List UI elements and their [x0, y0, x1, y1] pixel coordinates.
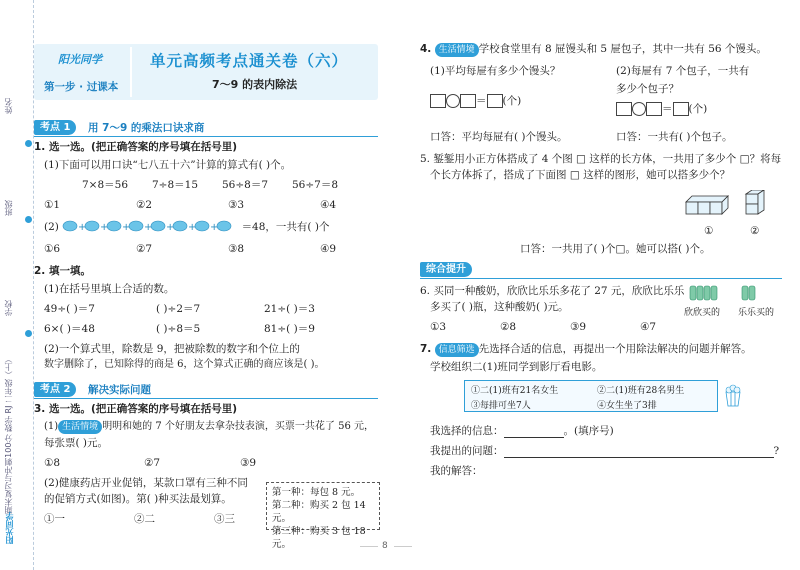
- q2-sub2: (2)一个算式里，除数是 9，把被除数的数字和个位上的: [44, 343, 300, 355]
- info-filter-tag: 信息筛选: [435, 343, 479, 357]
- page-title: 单元高频考点通关卷（六）: [150, 52, 349, 70]
- q2-blank[interactable]: ( )÷2＝7: [156, 303, 201, 315]
- operator-circle[interactable]: [632, 102, 646, 116]
- class-label: 班级: [4, 200, 13, 216]
- q2-head: 2. 填一填。: [34, 265, 91, 277]
- svg-text:+: +: [188, 222, 197, 233]
- ask-blank[interactable]: [504, 446, 774, 458]
- q1-expr: 56÷7＝8: [292, 179, 339, 191]
- q7-intro: 学校组织二(1)班同学到影厅看电影。: [430, 361, 603, 373]
- footer-rule: [360, 546, 378, 547]
- q1-expr: 7×8＝56: [82, 179, 129, 191]
- q3-sub2-cont[interactable]: 的促销方式(如图)。第( )种买法最划算。: [44, 493, 232, 505]
- q4-right-question-cont: 多少个包子？: [616, 83, 679, 95]
- q1-opt[interactable]: ④4: [320, 199, 337, 211]
- kp2-rule: [34, 398, 378, 399]
- q3-opt[interactable]: ②二: [134, 513, 155, 525]
- q6-line2[interactable]: 多买了( )瓶，这种酸奶( )元。: [430, 301, 569, 313]
- q2-blank[interactable]: 49÷( )＝7: [44, 303, 95, 315]
- footer-rule: [394, 546, 412, 547]
- q3-sub2: (2)健康药店开业促销，某款口罩有三种不同: [44, 477, 248, 489]
- q1-sub1: (1)下面可以用口诀“七八五十六”计算的算式有( )个。: [44, 159, 292, 171]
- q1-sub2-suffix: ＝48，一共有( )个: [241, 221, 330, 233]
- q4-text: 学校食堂里有 8 屉馒头和 5 屉包子，其中一共有 56 个馒头。: [478, 43, 767, 55]
- q3-opt[interactable]: ②7: [144, 457, 161, 469]
- q4-left-formula[interactable]: ＝ (个): [430, 94, 521, 108]
- school-label: 学校: [4, 300, 13, 316]
- q5-answer[interactable]: 口答：一共用了( )个□。她可以搭( )个。: [520, 243, 711, 255]
- answer-box[interactable]: [616, 102, 632, 116]
- q7-num: 7.: [420, 343, 432, 355]
- unit-label: (个): [502, 95, 522, 107]
- life-context-tag: 生活情境: [58, 420, 102, 434]
- q2-sub1: (1)在括号里填上合适的数。: [44, 283, 175, 295]
- q6-opt[interactable]: ②8: [500, 321, 517, 333]
- q2-blank[interactable]: ( )÷8＝5: [156, 323, 201, 335]
- label-xinxin: 欣欣买的: [684, 308, 721, 318]
- svg-text:+: +: [100, 222, 109, 233]
- q5-line1: 5. 錾錾用小正方体搭成了 4 个图 □ 这样的长方体，一共用了多少个 □？将每: [420, 153, 782, 165]
- cube-figures-icon: [684, 190, 774, 226]
- kp1-title: 用 7～9 的乘法口诀求商: [88, 122, 205, 134]
- q1-opt[interactable]: ④9: [320, 243, 337, 255]
- q3-opt[interactable]: ③三: [214, 513, 235, 525]
- q3-opt[interactable]: ①一: [44, 513, 65, 525]
- svg-text:+: +: [166, 222, 175, 233]
- info-box: [464, 380, 718, 412]
- page-number: 8: [382, 541, 388, 551]
- info-item: ②二(1)班有28名男生: [597, 386, 685, 396]
- offer-line: 第三种：购买 3 包 18 元。: [272, 526, 366, 550]
- q7-text: 先选择合适的信息，再提出一个用除法解决的问题并解答。: [478, 343, 752, 355]
- logo-box: [36, 47, 132, 97]
- q6-opt[interactable]: ③9: [570, 321, 587, 333]
- book-info: 期末复习与冲刺100分 数学 RJ 二年级（上）: [4, 355, 13, 514]
- popcorn-icon: [722, 384, 744, 408]
- answer-box[interactable]: [646, 102, 662, 116]
- header-logo: 阳光同学: [58, 53, 102, 66]
- svg-text:+: +: [144, 222, 153, 233]
- info-item: ④女生坐了3排: [597, 401, 657, 411]
- choose-blank[interactable]: [504, 426, 564, 438]
- kp3-rule: [420, 278, 782, 279]
- q1-sub2: [44, 220, 329, 234]
- svg-text:+: +: [122, 222, 131, 233]
- yogurt-bottles-icon: [688, 280, 772, 304]
- q1-head: 1. 选一选。(把正确答案的序号填在括号里): [34, 141, 238, 153]
- q2-blank[interactable]: 6×( )＝48: [44, 323, 95, 335]
- answer-box[interactable]: [487, 94, 503, 108]
- q4-right-answer[interactable]: 口答：一共有( )个包子。: [616, 131, 733, 143]
- hole-dot: [25, 216, 32, 223]
- brand-logo: 阳光同学: [5, 512, 14, 544]
- q3-sub1: [44, 420, 374, 434]
- kp2-title: 解决实际问题: [88, 384, 151, 396]
- label-lele: 乐乐买的: [738, 308, 775, 318]
- q2-sub2-cont[interactable]: 数字删除了，已知除得的商是 6，这个算式正确的商应该是( )。: [44, 359, 325, 370]
- q7-ask-label: 我提出的问题：: [430, 445, 504, 457]
- q1-sub2-prefix: (2): [44, 221, 59, 233]
- q1-opt[interactable]: ①1: [44, 199, 61, 211]
- q6-line1: 6. 买同一种酸奶，欣欣比乐乐多花了 27 元，欣欣比乐乐: [420, 285, 685, 297]
- q5-line2: 个长方体拆了，搭成了下面图 □ 这样的图形，她可以搭多少个？: [430, 169, 731, 181]
- binding-margin: [0, 0, 34, 570]
- answer-box[interactable]: [430, 94, 446, 108]
- q7-choose-note: 。(填序号): [563, 425, 614, 437]
- step-label: 第一步 · 过课本: [44, 81, 119, 93]
- operator-circle[interactable]: [446, 94, 460, 108]
- q7-solve[interactable]: 我的解答：: [430, 465, 483, 477]
- q4-right-formula[interactable]: ＝ (个): [616, 102, 707, 116]
- q1-opt[interactable]: ②7: [136, 243, 153, 255]
- q4-right-question: (2)每屉有 7 个包子，一共有: [616, 65, 750, 77]
- hole-dot: [25, 330, 32, 337]
- fig-label: ①: [704, 225, 714, 237]
- q4-left-answer[interactable]: 口答：平均每屉有( )个馒头。: [430, 131, 568, 143]
- q7-ask[interactable]: 我提出的问题： ?: [430, 445, 780, 457]
- kp2-tag: 考点 2: [34, 382, 76, 397]
- q7-head: [420, 342, 752, 357]
- q4-left-question: (1)平均每屉有多少个馒头？: [430, 65, 561, 77]
- q3-head: 3. 选一选。(把正确答案的序号填在括号里): [34, 403, 238, 415]
- unit-label: (个): [688, 103, 708, 115]
- fig-label: ②: [750, 225, 760, 237]
- offer-line: 第二种：购买 2 包 14 元。: [272, 500, 366, 524]
- name-label: 姓名: [4, 98, 13, 114]
- q4-head: [420, 42, 767, 57]
- header-banner: [34, 44, 378, 100]
- answer-box[interactable]: [673, 102, 689, 116]
- q1-opt[interactable]: ③3: [228, 199, 245, 211]
- q4-num: 4.: [420, 43, 432, 55]
- q1-opt[interactable]: ②2: [136, 199, 153, 211]
- hole-dot: [25, 140, 32, 147]
- offer-line: 第一种：每包 8 元。: [272, 487, 361, 498]
- q2-blank[interactable]: 21÷( )＝3: [264, 303, 315, 315]
- info-item: ①二(1)班有21名女生: [471, 386, 559, 396]
- q3-opt[interactable]: ①8: [44, 457, 61, 469]
- info-item: ③每排可坐7人: [471, 401, 531, 411]
- q1-opt[interactable]: ①6: [44, 243, 61, 255]
- q1-opt[interactable]: ③8: [228, 243, 245, 255]
- q6-opt[interactable]: ①3: [430, 321, 447, 333]
- answer-box[interactable]: [460, 94, 476, 108]
- promo-offer-box: [266, 482, 380, 550]
- svg-text:+: +: [210, 222, 219, 233]
- q3-sub1-num: (1): [44, 421, 59, 432]
- q3-sub1-cont[interactable]: 每张票( )元。: [44, 437, 109, 449]
- life-context-tag: 生活情境: [435, 43, 479, 57]
- kp1-tag: 考点 1: [34, 120, 76, 135]
- q7-choose[interactable]: [430, 424, 614, 438]
- kp3-tag: 综合提升: [420, 262, 472, 277]
- q2-blank[interactable]: 81÷( )＝9: [264, 323, 315, 335]
- page-subtitle: 7～9 的表内除法: [212, 78, 298, 91]
- q1-expr: 7÷8＝15: [152, 179, 199, 191]
- svg-text:+: +: [78, 222, 87, 233]
- q3-opt[interactable]: ③9: [240, 457, 257, 469]
- q3-sub1-text: 明明和她的 7 个好朋友去拿杂技表演，买票一共花了 56 元，: [102, 421, 374, 432]
- mushroom-addition-icon: [62, 220, 238, 234]
- q6-opt[interactable]: ④7: [640, 321, 657, 333]
- q1-expr: 56÷8＝7: [222, 179, 269, 191]
- kp1-rule: [34, 136, 378, 137]
- q7-choose-label: 我选择的信息：: [430, 425, 504, 437]
